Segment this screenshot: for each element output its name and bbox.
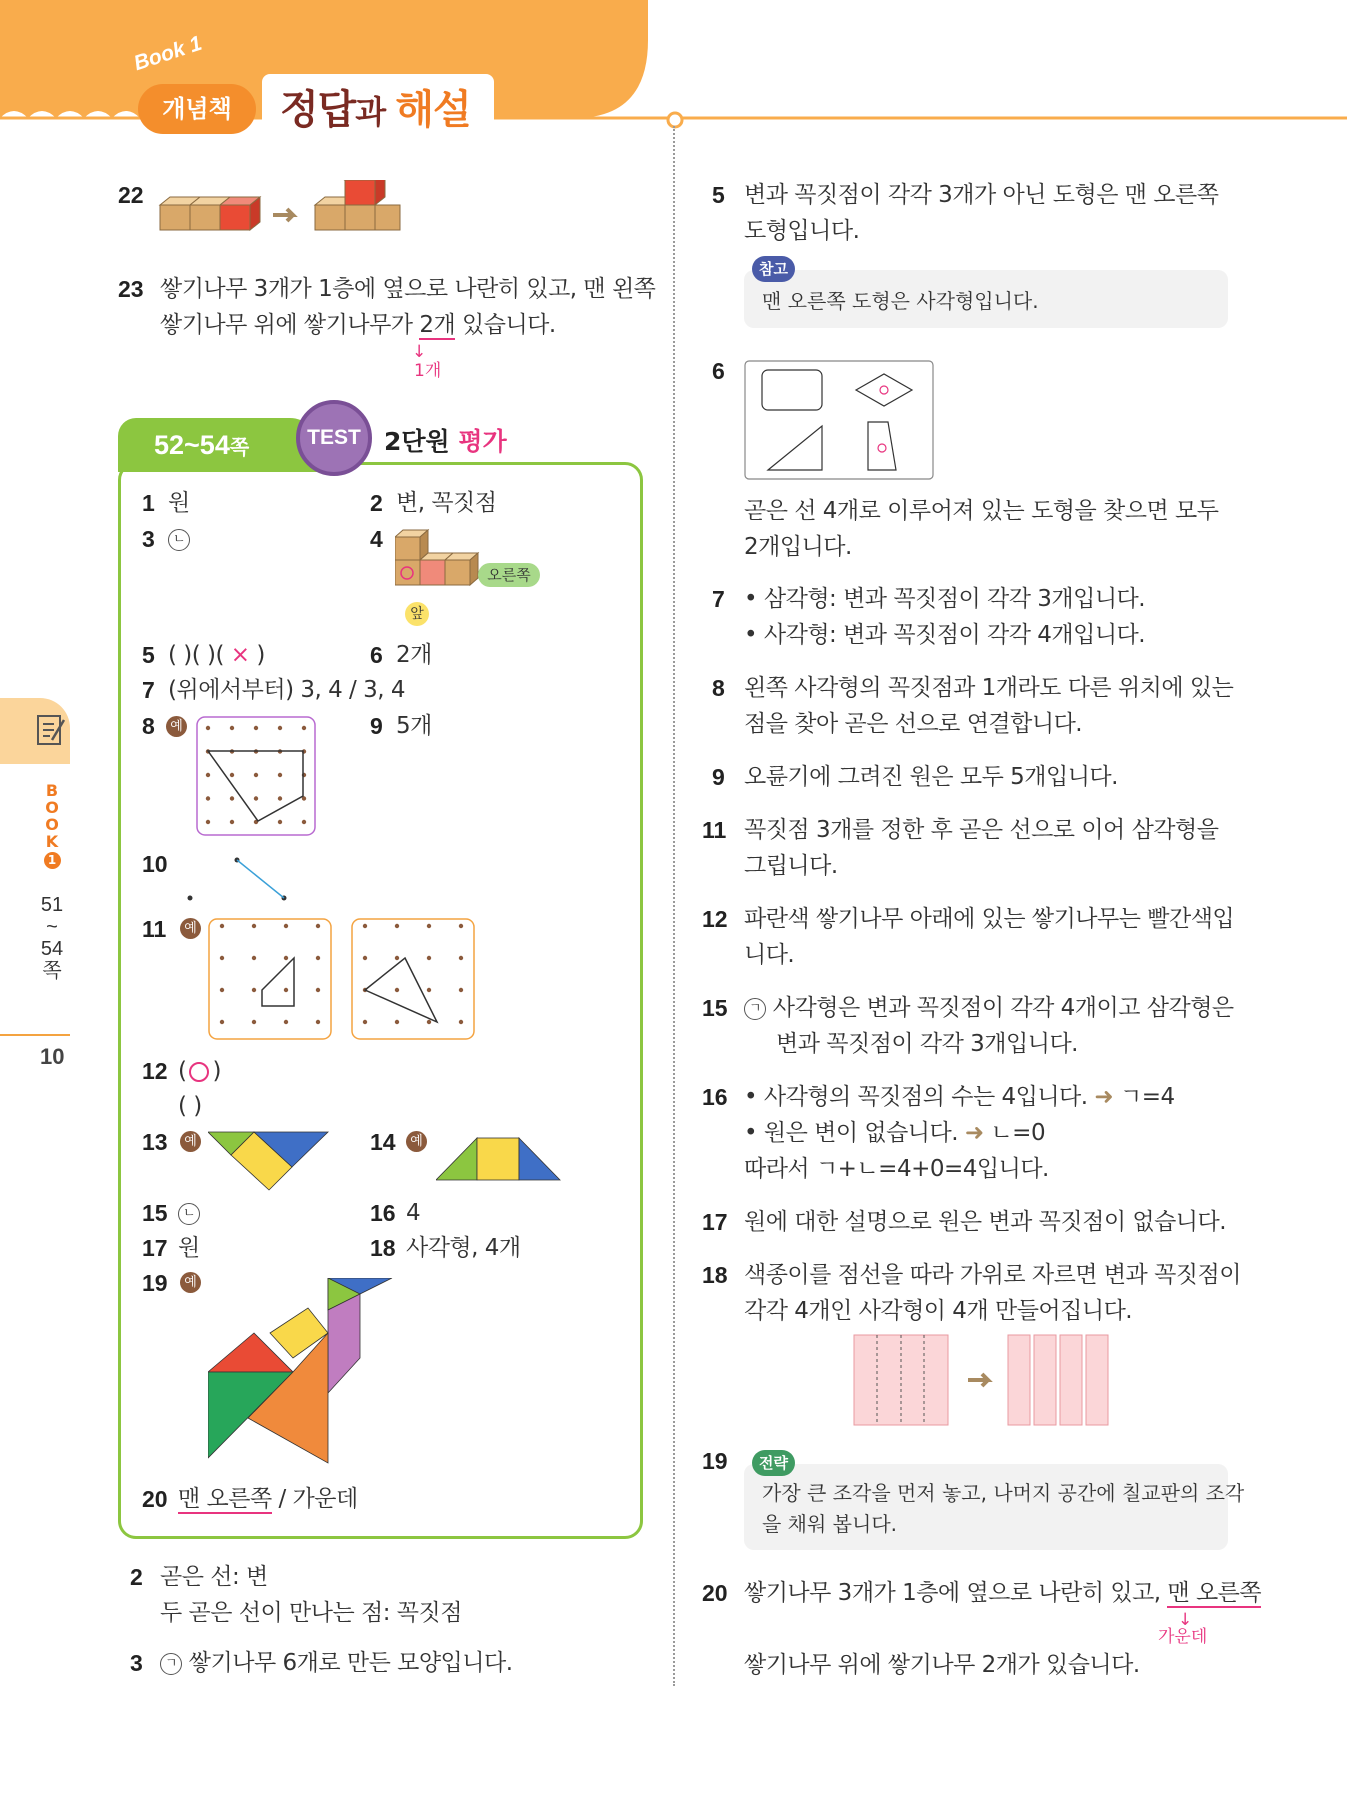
r8-number: 8 <box>712 675 725 701</box>
answer-14-example-badge: 예 <box>406 1131 427 1152</box>
r9-line1: 오륜기에 그려진 원은 모두 5개입니다. <box>744 764 1118 790</box>
r12-line2: 니다. <box>744 942 795 968</box>
r9-number: 9 <box>712 764 725 790</box>
answer-14-number: 14 <box>370 1129 396 1155</box>
r18-number: 18 <box>702 1262 728 1288</box>
answer-19-example-badge: 예 <box>180 1272 201 1293</box>
r8-line1: 왼쪽 사각형의 꼭짓점과 1개라도 다른 위치에 있는 <box>744 675 1234 701</box>
expl-3-number: 3 <box>130 1650 143 1676</box>
r19-note-line1: 가장 큰 조각을 먼저 놓고, 나머지 공간에 칠교판의 조각 <box>762 1481 1245 1505</box>
answer-3-number: 3 <box>142 526 155 552</box>
side-book-label: B O O K 1 <box>45 781 59 867</box>
r15-line1: ㄱ 사각형은 변과 꼭짓점이 각각 4개이고 삼각형은 <box>744 991 1234 1026</box>
r18-paper-cut-figure <box>852 1330 1122 1430</box>
r6-number: 6 <box>712 358 725 384</box>
answer-3: ㄴ <box>168 522 190 557</box>
r20-number: 20 <box>702 1580 728 1606</box>
answer-4-right-label: 오른쪽 <box>478 563 540 587</box>
header-pill: 개념책 <box>138 84 256 134</box>
answer-2-number: 2 <box>370 490 383 516</box>
answer-11-dot-grid-b-figure <box>351 918 475 1040</box>
answer-18-number: 18 <box>370 1235 396 1261</box>
r5-note-text: 맨 오른쪽 도형은 사각형입니다. <box>762 289 1039 313</box>
answer-20-number: 20 <box>142 1486 168 1512</box>
r7-number: 7 <box>712 586 725 612</box>
r19-note-badge: 전략 <box>752 1450 795 1476</box>
answer-10-line-figure <box>180 850 300 910</box>
r7-line2: • 사각형: 변과 꼭짓점이 각각 4개입니다. <box>744 622 1146 648</box>
r6-line1: 곧은 선 4개로 이루어져 있는 도형을 찾으면 모두 <box>744 498 1219 524</box>
answer-7: (위에서부터) 3, 4 / 3, 4 <box>168 677 405 703</box>
answer-13-shape-figure <box>208 1130 330 1192</box>
answer-14-shape-figure <box>436 1134 566 1182</box>
r12-number: 12 <box>702 906 728 932</box>
r20-correction: 가운데 <box>1158 1627 1208 1647</box>
answer-11-dot-grid-a-figure <box>208 918 332 1040</box>
q23-line2: 쌓기나무 위에 쌓기나무가 2개 있습니다. <box>160 312 556 338</box>
r16-line1: • 사각형의 꼭짓점의 수는 4입니다. ➜ ㄱ=4 <box>744 1084 1175 1110</box>
answer-10-number: 10 <box>142 851 168 877</box>
answer-19-number: 19 <box>142 1270 168 1296</box>
r5-line2: 도형입니다. <box>744 218 860 244</box>
answer-7-number: 7 <box>142 677 155 703</box>
expl-2-line2: 두 곧은 선이 만나는 점: 꼭짓점 <box>160 1600 462 1626</box>
answer-15: ㄴ <box>178 1196 200 1231</box>
answer-20: 맨 오른쪽 / 가운데 <box>178 1486 358 1512</box>
notebook-icon <box>36 712 66 748</box>
side-divider <box>0 1034 70 1036</box>
r6-line2: 2개입니다. <box>744 534 852 560</box>
answer-12-number: 12 <box>142 1058 168 1084</box>
answer-17: 원 <box>178 1235 200 1261</box>
r17-line1: 원에 대한 설명으로 원은 변과 꼭짓점이 없습니다. <box>744 1209 1227 1235</box>
answer-17-number: 17 <box>142 1235 168 1261</box>
q23-arrow-icon: ↓ <box>412 342 427 362</box>
expl-2-line1: 곧은 선: 변 <box>160 1564 268 1590</box>
test-tab: 52~54쪽 <box>118 418 318 472</box>
answer-2: 변, 꼭짓점 <box>396 490 497 516</box>
answer-11-number: 11 <box>142 916 167 942</box>
answer-5: ( )( )( × ) <box>168 642 265 668</box>
answer-16-number: 16 <box>370 1200 396 1226</box>
r7-line1: • 삼각형: 변과 꼭짓점이 각각 3개입니다. <box>744 586 1146 612</box>
answer-1: 원 <box>168 490 190 516</box>
answer-9: 5개 <box>396 713 432 739</box>
r5-note-badge: 참고 <box>752 256 795 282</box>
r18-line2: 각각 4개인 사각형이 4개 만들어집니다. <box>744 1298 1133 1324</box>
q22-blocks-figure <box>155 180 405 250</box>
answer-16: 4 <box>406 1200 421 1226</box>
r11-number: 11 <box>702 817 727 843</box>
r11-line2: 그립니다. <box>744 853 838 879</box>
r19-number: 19 <box>702 1448 728 1474</box>
answer-8-dot-grid-figure <box>196 716 316 836</box>
answer-12-line1: ( ) <box>178 1058 221 1084</box>
page-number: 10 <box>40 1044 65 1069</box>
r5-number: 5 <box>712 182 725 208</box>
answer-18: 사각형, 4개 <box>406 1235 521 1261</box>
answer-12-line2: ( ) <box>178 1093 202 1119</box>
q23-line1: 쌓기나무 3개가 1층에 옆으로 나란히 있고, 맨 왼쪽 <box>160 276 656 302</box>
answer-11-example-badge: 예 <box>180 918 201 939</box>
r20-arrow-icon: ↓ <box>1178 1610 1193 1630</box>
r5-line1: 변과 꼭짓점이 각각 3개가 아닌 도형은 맨 오른쪽 <box>744 182 1219 208</box>
answer-13-number: 13 <box>142 1129 168 1155</box>
answer-8-number: 8 <box>142 713 155 739</box>
arrow-right-icon: ➜ <box>1094 1084 1114 1110</box>
r19-note-line2: 을 채워 봅니다. <box>762 1512 897 1536</box>
r16-number: 16 <box>702 1084 728 1110</box>
answer-19-tangram-figure <box>208 1278 398 1466</box>
r15-line2: 변과 꼭짓점이 각각 3개입니다. <box>776 1031 1078 1057</box>
answer-5-number: 5 <box>142 642 155 668</box>
test-badge: TEST <box>296 400 372 476</box>
r6-shapes-figure <box>744 360 934 480</box>
side-page-range: 51 ~ 54 쪽 <box>40 894 64 982</box>
answer-6: 2개 <box>396 642 432 668</box>
answer-8-example-badge: 예 <box>166 716 187 737</box>
r20-line2: 쌓기나무 위에 쌓기나무 2개가 있습니다. <box>744 1652 1140 1678</box>
r8-line2: 점을 찾아 곧은 선으로 연결합니다. <box>744 711 1083 737</box>
arrow-right-icon: ➜ <box>964 1120 984 1146</box>
q23-number: 23 <box>118 276 144 302</box>
answer-6-number: 6 <box>370 642 383 668</box>
r17-number: 17 <box>702 1209 728 1235</box>
q22-number: 22 <box>118 182 144 208</box>
answer-1-number: 1 <box>142 490 155 516</box>
r16-line3: 따라서 ㄱ+ㄴ=4+0=4입니다. <box>744 1156 1049 1182</box>
page-title: 정답과 해설 <box>280 87 471 133</box>
answer-9-number: 9 <box>370 713 383 739</box>
answer-13-example-badge: 예 <box>180 1131 201 1152</box>
r18-line1: 색종이를 점선을 따라 가위로 자르면 변과 꼭짓점이 <box>744 1262 1241 1288</box>
r11-line1: 꼭짓점 3개를 정한 후 곧은 선으로 이어 삼각형을 <box>744 817 1219 843</box>
expl-3: ㄱ 쌓기나무 6개로 만든 모양입니다. <box>160 1646 513 1681</box>
expl-2-number: 2 <box>130 1564 143 1590</box>
answer-4-number: 4 <box>370 526 383 552</box>
r12-line1: 파란색 쌓기나무 아래에 있는 쌓기나무는 빨간색입 <box>744 906 1235 932</box>
r20-line1: 쌓기나무 3개가 1층에 옆으로 나란히 있고, 맨 오른쪽 <box>744 1580 1262 1606</box>
r15-number: 15 <box>702 995 728 1021</box>
answer-15-number: 15 <box>142 1200 168 1226</box>
test-title: 2단원 평가 <box>384 427 507 456</box>
answer-4-front-label: 앞 <box>405 602 429 626</box>
r16-line2: • 원은 변이 없습니다. ➜ ㄴ=0 <box>744 1120 1046 1146</box>
side-tab <box>0 698 70 764</box>
q23-correction: 1개 <box>414 361 442 381</box>
column-divider <box>673 126 675 1686</box>
book-label: Book 1 <box>131 31 205 76</box>
